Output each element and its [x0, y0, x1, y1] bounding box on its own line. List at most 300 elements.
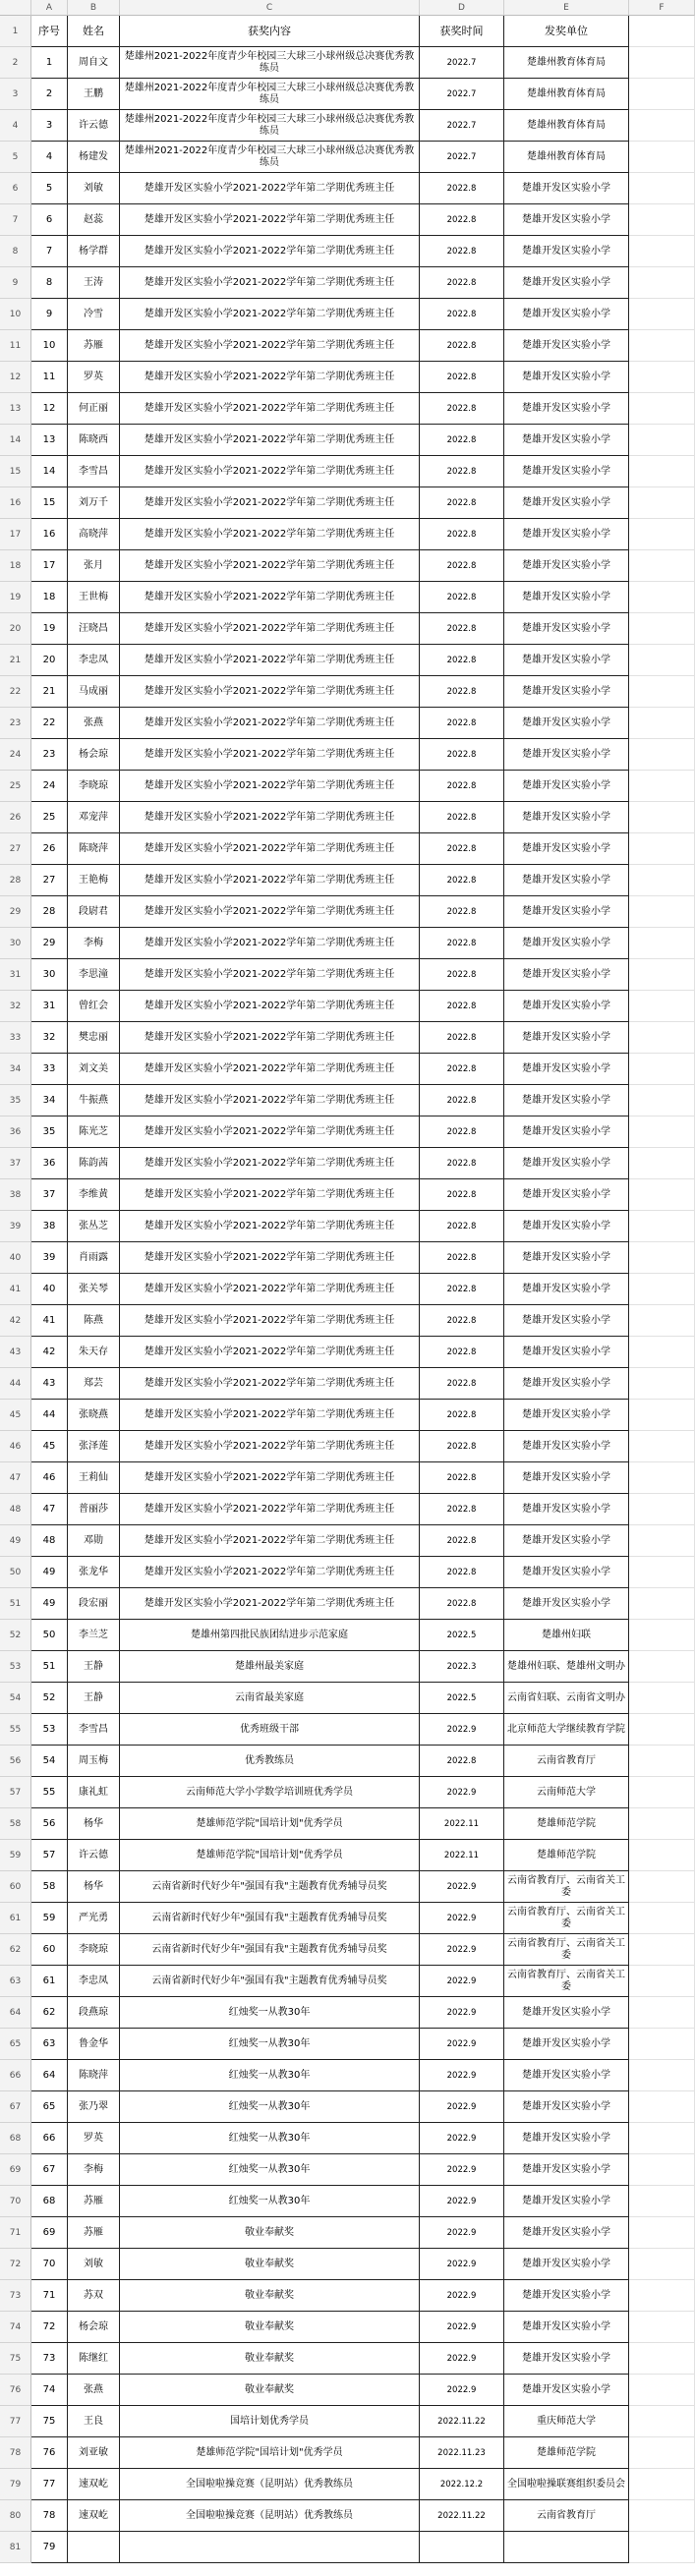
empty-cell[interactable]	[629, 1714, 695, 1746]
table-cell-award[interactable]: 楚雄开发区实验小学2021-2022学年第二学期优秀班主任	[120, 991, 420, 1022]
table-cell-award[interactable]: 楚雄开发区实验小学2021-2022学年第二学期优秀班主任	[120, 582, 420, 613]
row-number[interactable]: 31	[0, 959, 31, 991]
table-cell-award[interactable]: 敬业奉献奖	[120, 2312, 420, 2343]
table-cell-name[interactable]: 速双屹	[68, 2469, 120, 2500]
empty-cell[interactable]	[629, 173, 695, 204]
table-cell-award[interactable]: 敬业奉献奖	[120, 2217, 420, 2249]
row-number[interactable]: 49	[0, 1525, 31, 1557]
empty-cell[interactable]	[629, 928, 695, 959]
table-cell-name[interactable]: 马成丽	[68, 676, 120, 708]
row-number[interactable]: 3	[0, 79, 31, 110]
table-cell-no[interactable]: 29	[31, 928, 68, 959]
row-number[interactable]: 69	[0, 2154, 31, 2186]
table-cell-unit[interactable]: 楚雄开发区实验小学	[504, 1588, 629, 1620]
table-cell-no[interactable]: 3	[31, 110, 68, 142]
table-cell-name[interactable]: 严光勇	[68, 1903, 120, 1934]
table-cell-name[interactable]: 李忠凤	[68, 1966, 120, 1997]
table-cell-award[interactable]: 楚雄开发区实验小学2021-2022学年第二学期优秀班主任	[120, 1557, 420, 1588]
row-number[interactable]: 71	[0, 2217, 31, 2249]
empty-cell[interactable]	[629, 2500, 695, 2532]
empty-cell[interactable]	[629, 362, 695, 393]
row-number[interactable]: 11	[0, 330, 31, 362]
table-cell-time[interactable]: 2022.9	[420, 1871, 504, 1903]
table-cell-name[interactable]: 杨会琼	[68, 2312, 120, 2343]
table-cell-no[interactable]: 77	[31, 2469, 68, 2500]
empty-cell[interactable]	[629, 2532, 695, 2563]
empty-cell[interactable]	[629, 330, 695, 362]
table-cell-name[interactable]: 陈晓萍	[68, 833, 120, 865]
table-cell-no[interactable]: 5	[31, 173, 68, 204]
empty-cell[interactable]	[629, 2154, 695, 2186]
table-cell-name[interactable]: 刘亚敏	[68, 2437, 120, 2469]
empty-cell[interactable]	[629, 1400, 695, 1431]
table-cell-unit[interactable]: 云南省教育厅、云南省关工委	[504, 1966, 629, 1997]
table-cell-name[interactable]: 牛振燕	[68, 1085, 120, 1116]
table-cell-unit[interactable]: 楚雄开发区实验小学	[504, 2060, 629, 2091]
empty-cell[interactable]	[629, 1431, 695, 1462]
table-cell-award[interactable]: 楚雄开发区实验小学2021-2022学年第二学期优秀班主任	[120, 299, 420, 330]
table-cell-name[interactable]: 王艳梅	[68, 865, 120, 896]
row-number[interactable]: 12	[0, 362, 31, 393]
empty-cell[interactable]	[629, 833, 695, 865]
empty-cell[interactable]	[629, 1746, 695, 1777]
empty-cell[interactable]	[629, 1525, 695, 1557]
table-cell-no[interactable]: 32	[31, 1022, 68, 1054]
table-cell-time[interactable]: 2022.8	[420, 393, 504, 425]
table-cell-award[interactable]: 云南省新时代好少年"强国有我"主题教育优秀辅导员奖	[120, 1903, 420, 1934]
table-cell-no[interactable]: 42	[31, 1337, 68, 1368]
row-number[interactable]: 75	[0, 2343, 31, 2375]
table-cell-unit[interactable]: 楚雄开发区实验小学	[504, 330, 629, 362]
table-cell-name[interactable]: 周自文	[68, 47, 120, 79]
table-cell-award[interactable]: 优秀教练员	[120, 1746, 420, 1777]
table-cell-no[interactable]: 24	[31, 771, 68, 802]
table-cell-name[interactable]: 杨华	[68, 1871, 120, 1903]
table-cell-award[interactable]: 楚雄开发区实验小学2021-2022学年第二学期优秀班主任	[120, 1242, 420, 1274]
empty-cell[interactable]	[629, 1871, 695, 1903]
table-cell-unit[interactable]: 楚雄开发区实验小学	[504, 1116, 629, 1148]
table-cell-unit[interactable]: 楚雄师范学院	[504, 1840, 629, 1871]
table-cell-award[interactable]: 楚雄开发区实验小学2021-2022学年第二学期优秀班主任	[120, 1400, 420, 1431]
table-cell-time[interactable]: 2022.8	[420, 833, 504, 865]
table-cell-award[interactable]: 楚雄开发区实验小学2021-2022学年第二学期优秀班主任	[120, 362, 420, 393]
table-cell-no[interactable]: 54	[31, 1746, 68, 1777]
empty-cell[interactable]	[629, 267, 695, 299]
table-cell-name[interactable]: 张丛芝	[68, 1211, 120, 1242]
table-cell-award[interactable]: 楚雄开发区实验小学2021-2022学年第二学期优秀班主任	[120, 1337, 420, 1368]
table-cell-award[interactable]: 楚雄开发区实验小学2021-2022学年第二学期优秀班主任	[120, 1588, 420, 1620]
empty-cell[interactable]	[629, 708, 695, 739]
table-cell-name[interactable]: 杨建发	[68, 142, 120, 173]
empty-cell[interactable]	[629, 2312, 695, 2343]
row-number[interactable]: 19	[0, 582, 31, 613]
row-number[interactable]: 48	[0, 1494, 31, 1525]
table-cell-no[interactable]: 45	[31, 1431, 68, 1462]
row-number[interactable]: 42	[0, 1305, 31, 1337]
table-cell-unit[interactable]: 楚雄开发区实验小学	[504, 425, 629, 456]
empty-cell[interactable]	[629, 393, 695, 425]
table-cell-unit[interactable]: 楚雄开发区实验小学	[504, 865, 629, 896]
table-cell-name[interactable]: 张月	[68, 550, 120, 582]
empty-cell[interactable]	[629, 2406, 695, 2437]
table-cell-time[interactable]: 2022.8	[420, 1242, 504, 1274]
table-cell-unit[interactable]: 楚雄开发区实验小学	[504, 2029, 629, 2060]
table-cell-award[interactable]: 楚雄师范学院"国培计划"优秀学员	[120, 2437, 420, 2469]
table-cell-time[interactable]: 2022.8	[420, 959, 504, 991]
row-number[interactable]: 67	[0, 2091, 31, 2123]
table-cell-unit[interactable]: 楚雄开发区实验小学	[504, 362, 629, 393]
row-number[interactable]: 57	[0, 1777, 31, 1808]
table-cell-name[interactable]: 王莉仙	[68, 1462, 120, 1494]
table-cell-unit[interactable]: 楚雄州妇联、楚雄州文明办	[504, 1651, 629, 1683]
column-title-unit[interactable]: 发奖单位	[504, 16, 629, 47]
table-cell-name[interactable]: 速双屹	[68, 2500, 120, 2532]
table-cell-name[interactable]: 张燕	[68, 2375, 120, 2406]
empty-cell[interactable]	[629, 865, 695, 896]
empty-cell[interactable]	[629, 1022, 695, 1054]
table-cell-award[interactable]: 楚雄开发区实验小学2021-2022学年第二学期优秀班主任	[120, 896, 420, 928]
row-number[interactable]: 34	[0, 1054, 31, 1085]
row-number[interactable]: 27	[0, 833, 31, 865]
table-cell-time[interactable]: 2022.11.22	[420, 2500, 504, 2532]
table-cell-award[interactable]: 楚雄开发区实验小学2021-2022学年第二学期优秀班主任	[120, 833, 420, 865]
table-cell-award[interactable]: 楚雄开发区实验小学2021-2022学年第二学期优秀班主任	[120, 928, 420, 959]
empty-cell[interactable]	[629, 456, 695, 487]
table-cell-no[interactable]: 30	[31, 959, 68, 991]
table-cell-no[interactable]: 11	[31, 362, 68, 393]
table-cell-time[interactable]: 2022.9	[420, 1777, 504, 1808]
empty-cell[interactable]	[629, 47, 695, 79]
table-cell-unit[interactable]: 楚雄开发区实验小学	[504, 267, 629, 299]
row-number[interactable]: 2	[0, 47, 31, 79]
table-cell-award[interactable]: 优秀班级干部	[120, 1714, 420, 1746]
table-cell-time[interactable]: 2022.9	[420, 1966, 504, 1997]
table-cell-name[interactable]: 李兰芝	[68, 1620, 120, 1651]
empty-cell[interactable]	[629, 1557, 695, 1588]
empty-cell[interactable]	[629, 16, 695, 47]
table-cell-time[interactable]: 2022.8	[420, 456, 504, 487]
table-cell-time[interactable]: 2022.8	[420, 1431, 504, 1462]
table-cell-time[interactable]: 2022.8	[420, 299, 504, 330]
table-cell-unit[interactable]: 楚雄开发区实验小学	[504, 1054, 629, 1085]
table-cell-time[interactable]: 2022.8	[420, 1368, 504, 1400]
table-cell-unit[interactable]: 楚雄开发区实验小学	[504, 1525, 629, 1557]
table-cell-time[interactable]: 2022.8	[420, 1211, 504, 1242]
table-cell-unit[interactable]: 楚雄开发区实验小学	[504, 299, 629, 330]
row-number[interactable]: 39	[0, 1211, 31, 1242]
empty-cell[interactable]	[629, 1116, 695, 1148]
table-cell-no[interactable]: 8	[31, 267, 68, 299]
table-cell-unit[interactable]: 楚雄开发区实验小学	[504, 645, 629, 676]
empty-cell[interactable]	[629, 2217, 695, 2249]
table-cell-unit[interactable]: 楚雄开发区实验小学	[504, 708, 629, 739]
table-cell-name[interactable]: 鲁金华	[68, 2029, 120, 2060]
table-cell-unit[interactable]: 楚雄开发区实验小学	[504, 2091, 629, 2123]
table-cell-award[interactable]: 敬业奉献奖	[120, 2280, 420, 2312]
row-number[interactable]: 4	[0, 110, 31, 142]
table-cell-award[interactable]: 楚雄州最美家庭	[120, 1651, 420, 1683]
empty-cell[interactable]	[629, 1211, 695, 1242]
column-header-E[interactable]: E	[504, 0, 629, 16]
empty-cell[interactable]	[629, 79, 695, 110]
table-cell-unit[interactable]: 楚雄开发区实验小学	[504, 802, 629, 833]
table-cell-award[interactable]: 楚雄开发区实验小学2021-2022学年第二学期优秀班主任	[120, 425, 420, 456]
table-cell-unit[interactable]	[504, 2532, 629, 2563]
table-cell-name[interactable]: 樊忠丽	[68, 1022, 120, 1054]
table-cell-unit[interactable]: 云南师范大学	[504, 1777, 629, 1808]
table-cell-name[interactable]: 刘敏	[68, 2249, 120, 2280]
table-cell-unit[interactable]: 楚雄开发区实验小学	[504, 582, 629, 613]
table-cell-award[interactable]: 敬业奉献奖	[120, 2249, 420, 2280]
row-number[interactable]: 7	[0, 204, 31, 236]
table-cell-name[interactable]: 杨会琼	[68, 739, 120, 771]
table-cell-no[interactable]: 17	[31, 550, 68, 582]
table-cell-award[interactable]: 楚雄开发区实验小学2021-2022学年第二学期优秀班主任	[120, 1054, 420, 1085]
table-cell-name[interactable]: 周玉梅	[68, 1746, 120, 1777]
row-number[interactable]: 81	[0, 2532, 31, 2563]
row-number[interactable]: 30	[0, 928, 31, 959]
table-cell-time[interactable]: 2022.9	[420, 2312, 504, 2343]
row-number[interactable]: 55	[0, 1714, 31, 1746]
table-cell-no[interactable]: 7	[31, 236, 68, 267]
table-cell-award[interactable]: 楚雄开发区实验小学2021-2022学年第二学期优秀班主任	[120, 550, 420, 582]
table-cell-time[interactable]: 2022.9	[420, 1903, 504, 1934]
table-cell-award[interactable]: 楚雄州2021-2022年度青少年校园三大球三小球州级总决赛优秀教练员	[120, 47, 420, 79]
table-cell-time[interactable]: 2022.8	[420, 204, 504, 236]
row-number[interactable]: 41	[0, 1274, 31, 1305]
row-number[interactable]: 8	[0, 236, 31, 267]
table-cell-unit[interactable]: 楚雄师范学院	[504, 1808, 629, 1840]
table-cell-time[interactable]: 2022.8	[420, 173, 504, 204]
table-cell-no[interactable]: 14	[31, 456, 68, 487]
empty-cell[interactable]	[629, 1997, 695, 2029]
empty-cell[interactable]	[629, 2437, 695, 2469]
empty-cell[interactable]	[629, 645, 695, 676]
table-cell-no[interactable]: 66	[31, 2123, 68, 2154]
table-cell-award[interactable]: 楚雄开发区实验小学2021-2022学年第二学期优秀班主任	[120, 519, 420, 550]
table-cell-time[interactable]: 2022.9	[420, 2217, 504, 2249]
table-cell-award[interactable]: 楚雄开发区实验小学2021-2022学年第二学期优秀班主任	[120, 1431, 420, 1462]
empty-cell[interactable]	[629, 2186, 695, 2217]
row-number[interactable]: 20	[0, 613, 31, 645]
table-cell-time[interactable]: 2022.7	[420, 79, 504, 110]
table-cell-unit[interactable]: 楚雄开发区实验小学	[504, 613, 629, 645]
empty-cell[interactable]	[629, 1148, 695, 1179]
empty-cell[interactable]	[629, 1620, 695, 1651]
table-cell-name[interactable]: 何正丽	[68, 393, 120, 425]
table-cell-time[interactable]: 2022.9	[420, 2154, 504, 2186]
table-cell-name[interactable]: 汪晓昌	[68, 613, 120, 645]
table-cell-unit[interactable]: 楚雄开发区实验小学	[504, 739, 629, 771]
table-cell-unit[interactable]: 楚雄开发区实验小学	[504, 2343, 629, 2375]
table-cell-name[interactable]: 曾红会	[68, 991, 120, 1022]
table-cell-time[interactable]: 2022.8	[420, 1116, 504, 1148]
table-cell-no[interactable]: 49	[31, 1588, 68, 1620]
row-number[interactable]: 59	[0, 1840, 31, 1871]
table-cell-no[interactable]: 59	[31, 1903, 68, 1934]
table-cell-no[interactable]: 65	[31, 2091, 68, 2123]
table-cell-award[interactable]: 楚雄州2021-2022年度青少年校园三大球三小球州级总决赛优秀教练员	[120, 110, 420, 142]
table-cell-unit[interactable]: 云南省妇联、云南省文明办	[504, 1683, 629, 1714]
table-cell-time[interactable]: 2022.8	[420, 708, 504, 739]
empty-cell[interactable]	[629, 1494, 695, 1525]
table-cell-no[interactable]: 55	[31, 1777, 68, 1808]
empty-cell[interactable]	[629, 1274, 695, 1305]
row-number[interactable]: 79	[0, 2469, 31, 2500]
table-cell-time[interactable]: 2022.11.22	[420, 2406, 504, 2437]
table-cell-name[interactable]: 陈晓萍	[68, 2060, 120, 2091]
table-cell-time[interactable]: 2022.8	[420, 1022, 504, 1054]
row-number[interactable]: 51	[0, 1588, 31, 1620]
table-cell-no[interactable]: 76	[31, 2437, 68, 2469]
table-cell-time[interactable]: 2022.8	[420, 330, 504, 362]
table-cell-unit[interactable]: 楚雄开发区实验小学	[504, 519, 629, 550]
table-cell-no[interactable]: 6	[31, 204, 68, 236]
table-cell-unit[interactable]: 楚雄开发区实验小学	[504, 2123, 629, 2154]
column-header-A[interactable]: A	[31, 0, 68, 16]
row-number[interactable]: 32	[0, 991, 31, 1022]
table-cell-time[interactable]: 2022.8	[420, 582, 504, 613]
table-cell-name[interactable]: 陈光芝	[68, 1116, 120, 1148]
row-number[interactable]: 73	[0, 2280, 31, 2312]
table-cell-name[interactable]: 邓勋	[68, 1525, 120, 1557]
table-cell-unit[interactable]: 楚雄开发区实验小学	[504, 1368, 629, 1400]
table-cell-name[interactable]: 郑芸	[68, 1368, 120, 1400]
table-cell-unit[interactable]: 楚雄开发区实验小学	[504, 1997, 629, 2029]
table-cell-no[interactable]: 43	[31, 1368, 68, 1400]
empty-cell[interactable]	[629, 2249, 695, 2280]
table-cell-time[interactable]: 2022.8	[420, 928, 504, 959]
table-cell-no[interactable]: 67	[31, 2154, 68, 2186]
table-cell-no[interactable]: 23	[31, 739, 68, 771]
row-number[interactable]: 45	[0, 1400, 31, 1431]
table-cell-award[interactable]: 楚雄开发区实验小学2021-2022学年第二学期优秀班主任	[120, 613, 420, 645]
table-cell-award[interactable]: 云南师范大学小学数学培训班优秀学员	[120, 1777, 420, 1808]
column-title-time[interactable]: 获奖时间	[420, 16, 504, 47]
empty-cell[interactable]	[629, 582, 695, 613]
table-cell-award[interactable]: 楚雄开发区实验小学2021-2022学年第二学期优秀班主任	[120, 267, 420, 299]
table-cell-time[interactable]: 2022.9	[420, 2091, 504, 2123]
row-number[interactable]: 50	[0, 1557, 31, 1588]
table-cell-unit[interactable]: 楚雄开发区实验小学	[504, 1462, 629, 1494]
table-cell-award[interactable]: 楚雄师范学院"国培计划"优秀学员	[120, 1808, 420, 1840]
table-cell-unit[interactable]: 楚雄开发区实验小学	[504, 236, 629, 267]
table-cell-time[interactable]: 2022.8	[420, 236, 504, 267]
table-cell-award[interactable]: 楚雄州2021-2022年度青少年校园三大球三小球州级总决赛优秀教练员	[120, 142, 420, 173]
table-cell-time[interactable]: 2022.9	[420, 2375, 504, 2406]
table-cell-award[interactable]	[120, 2532, 420, 2563]
table-cell-unit[interactable]: 楚雄开发区实验小学	[504, 2375, 629, 2406]
empty-cell[interactable]	[629, 613, 695, 645]
table-cell-time[interactable]: 2022.11	[420, 1808, 504, 1840]
row-number[interactable]: 24	[0, 739, 31, 771]
table-cell-time[interactable]: 2022.11.23	[420, 2437, 504, 2469]
table-cell-award[interactable]: 云南省新时代好少年"强国有我"主题教育优秀辅导员奖	[120, 1934, 420, 1966]
row-number[interactable]: 56	[0, 1746, 31, 1777]
table-cell-award[interactable]: 楚雄开发区实验小学2021-2022学年第二学期优秀班主任	[120, 173, 420, 204]
table-cell-name[interactable]: 张龙华	[68, 1557, 120, 1588]
table-cell-award[interactable]: 楚雄开发区实验小学2021-2022学年第二学期优秀班主任	[120, 393, 420, 425]
table-cell-award[interactable]: 楚雄开发区实验小学2021-2022学年第二学期优秀班主任	[120, 1211, 420, 1242]
empty-cell[interactable]	[629, 2060, 695, 2091]
empty-cell[interactable]	[629, 1305, 695, 1337]
table-cell-award[interactable]: 敬业奉献奖	[120, 2375, 420, 2406]
table-cell-unit[interactable]: 楚雄开发区实验小学	[504, 393, 629, 425]
table-cell-award[interactable]: 楚雄开发区实验小学2021-2022学年第二学期优秀班主任	[120, 456, 420, 487]
table-cell-time[interactable]: 2022.8	[420, 487, 504, 519]
table-cell-name[interactable]: 陈晓西	[68, 425, 120, 456]
table-cell-unit[interactable]: 楚雄开发区实验小学	[504, 173, 629, 204]
table-cell-name[interactable]: 张燕	[68, 708, 120, 739]
table-cell-name[interactable]: 李思潼	[68, 959, 120, 991]
table-cell-no[interactable]: 16	[31, 519, 68, 550]
table-cell-no[interactable]: 4	[31, 142, 68, 173]
table-cell-name[interactable]: 王鹏	[68, 79, 120, 110]
row-number[interactable]: 70	[0, 2186, 31, 2217]
table-cell-no[interactable]: 36	[31, 1148, 68, 1179]
table-cell-unit[interactable]: 楚雄开发区实验小学	[504, 2154, 629, 2186]
table-cell-no[interactable]: 9	[31, 299, 68, 330]
table-cell-award[interactable]: 云南省新时代好少年"强国有我"主题教育优秀辅导员奖	[120, 1871, 420, 1903]
table-cell-name[interactable]: 肖雨露	[68, 1242, 120, 1274]
table-cell-award[interactable]: 红烛奖一从教30年	[120, 1997, 420, 2029]
table-cell-time[interactable]: 2022.9	[420, 1934, 504, 1966]
table-cell-unit[interactable]: 重庆师范大学	[504, 2406, 629, 2437]
empty-cell[interactable]	[629, 1777, 695, 1808]
table-cell-no[interactable]: 73	[31, 2343, 68, 2375]
table-cell-no[interactable]: 51	[31, 1651, 68, 1683]
table-cell-unit[interactable]: 楚雄开发区实验小学	[504, 487, 629, 519]
table-cell-no[interactable]: 33	[31, 1054, 68, 1085]
row-number[interactable]: 29	[0, 896, 31, 928]
empty-cell[interactable]	[629, 2343, 695, 2375]
table-cell-unit[interactable]: 楚雄开发区实验小学	[504, 1242, 629, 1274]
table-cell-name[interactable]: 李梅	[68, 2154, 120, 2186]
table-cell-name[interactable]: 段燕琼	[68, 1997, 120, 2029]
row-number[interactable]: 74	[0, 2312, 31, 2343]
table-cell-award[interactable]: 楚雄开发区实验小学2021-2022学年第二学期优秀班主任	[120, 1179, 420, 1211]
table-cell-name[interactable]: 王静	[68, 1683, 120, 1714]
table-cell-no[interactable]: 18	[31, 582, 68, 613]
table-cell-no[interactable]: 41	[31, 1305, 68, 1337]
table-cell-name[interactable]: 王静	[68, 1651, 120, 1683]
row-number[interactable]: 80	[0, 2500, 31, 2532]
row-number[interactable]: 35	[0, 1085, 31, 1116]
row-number[interactable]: 58	[0, 1808, 31, 1840]
empty-cell[interactable]	[629, 1588, 695, 1620]
select-all-corner[interactable]	[0, 0, 31, 16]
row-number[interactable]: 46	[0, 1431, 31, 1462]
table-cell-no[interactable]: 37	[31, 1179, 68, 1211]
table-cell-unit[interactable]: 楚雄开发区实验小学	[504, 2186, 629, 2217]
table-cell-name[interactable]: 李晓琼	[68, 1934, 120, 1966]
table-cell-time[interactable]: 2022.8	[420, 1085, 504, 1116]
table-cell-no[interactable]: 26	[31, 833, 68, 865]
table-cell-name[interactable]: 高晓萍	[68, 519, 120, 550]
table-cell-name[interactable]: 李雪昌	[68, 456, 120, 487]
table-cell-no[interactable]: 12	[31, 393, 68, 425]
empty-cell[interactable]	[629, 1242, 695, 1274]
table-cell-no[interactable]: 68	[31, 2186, 68, 2217]
table-cell-award[interactable]: 楚雄开发区实验小学2021-2022学年第二学期优秀班主任	[120, 1274, 420, 1305]
row-number[interactable]: 37	[0, 1148, 31, 1179]
table-cell-name[interactable]	[68, 2532, 120, 2563]
table-cell-no[interactable]: 58	[31, 1871, 68, 1903]
table-cell-name[interactable]: 普丽莎	[68, 1494, 120, 1525]
table-cell-no[interactable]: 27	[31, 865, 68, 896]
row-number[interactable]: 38	[0, 1179, 31, 1211]
table-cell-name[interactable]: 苏雁	[68, 330, 120, 362]
